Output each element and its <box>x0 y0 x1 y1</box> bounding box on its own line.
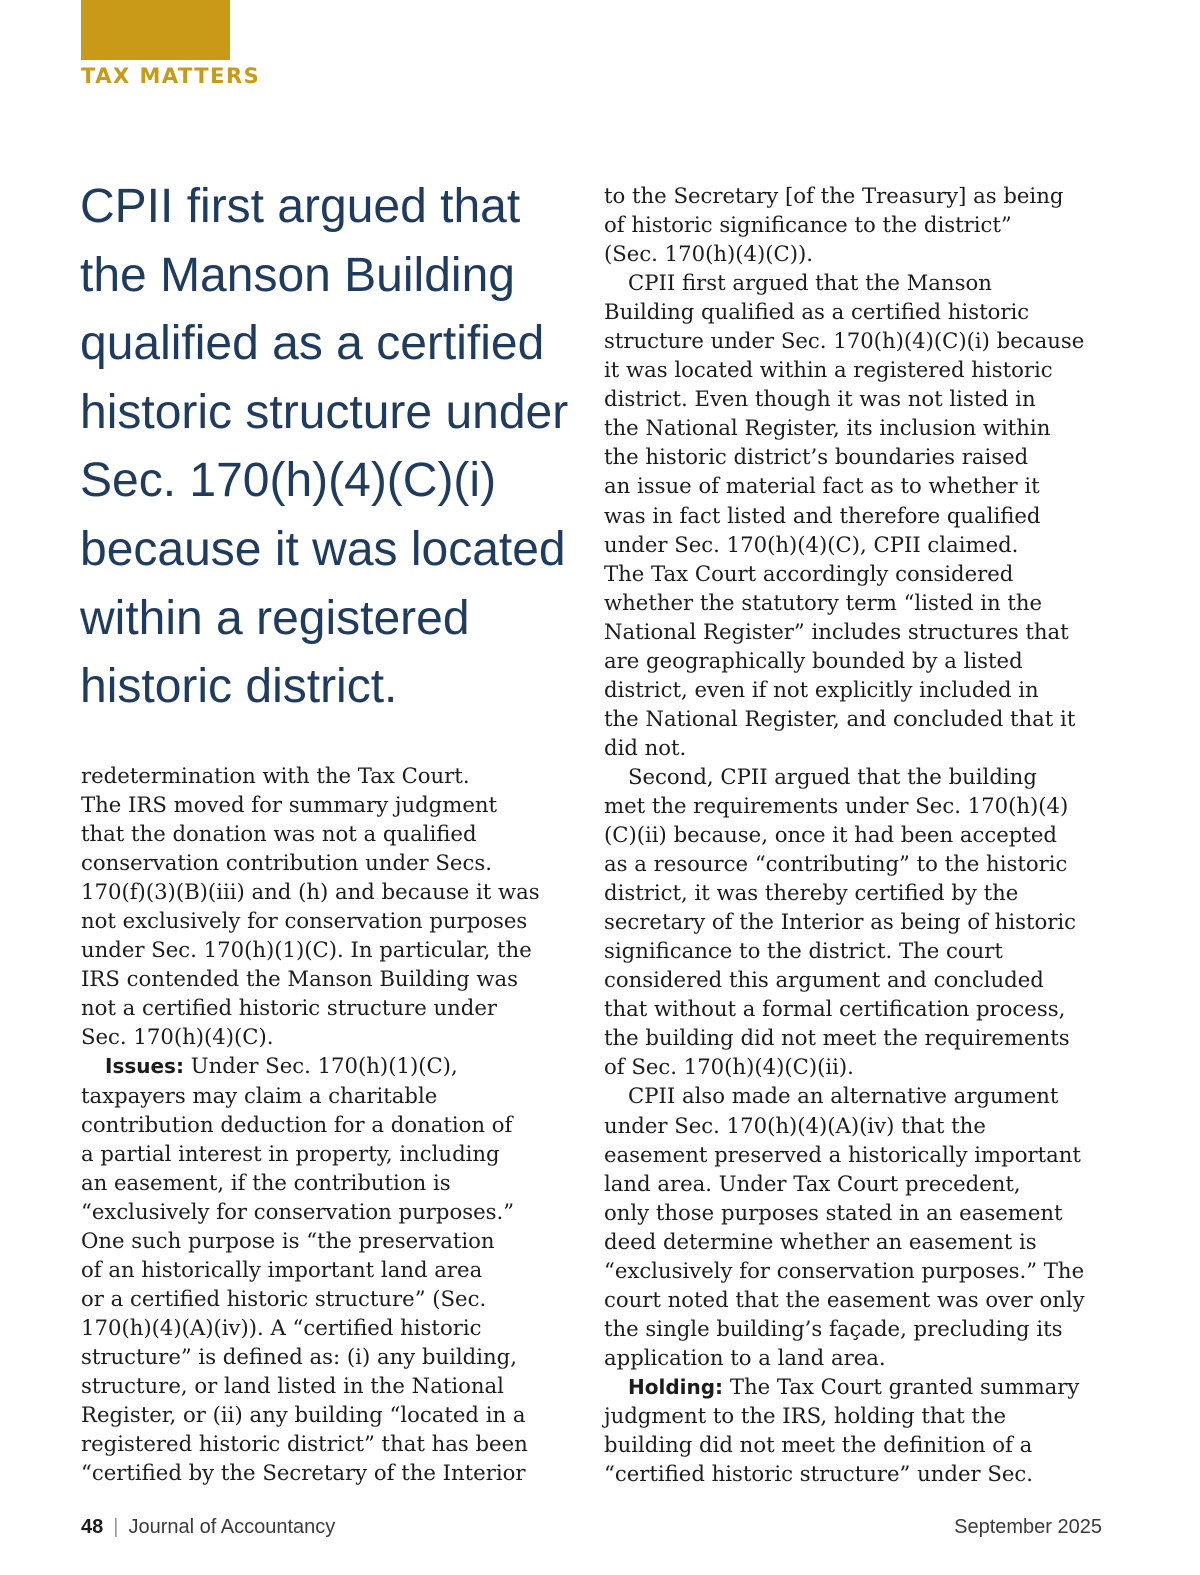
body-line: Building qualified as a certified historic <box>604 299 1030 325</box>
body-line: judgment to the IRS, holding that the <box>604 1402 1007 1428</box>
body-line: the National Register, its inclusion within <box>604 415 1051 441</box>
section-label: TAX MATTERS <box>81 64 261 88</box>
pull-quote-line: because it was located <box>80 522 566 576</box>
body-line: significance to the district. The court <box>604 938 1003 964</box>
holding-heading: Holding: <box>628 1374 724 1399</box>
pull-quote-line: historic district. <box>80 660 398 714</box>
body-line: an easement, if the contribution is <box>81 1169 451 1195</box>
issues-paragraph-first-line <box>81 1051 571 1080</box>
body-line: The IRS moved for summary judgment <box>81 792 498 818</box>
body-line: or a certified historic structure” (Sec. <box>81 1285 487 1311</box>
body-line: an issue of material fact as to whether it <box>604 473 1040 499</box>
body-line: only those purposes stated in an easement <box>604 1199 1063 1225</box>
body-line: considered this argument and concluded <box>604 967 1044 993</box>
body-line: building did not meet the definition of a <box>604 1432 1033 1458</box>
body-line: under Sec. 170(h)(1)(C). In particular, the <box>81 937 532 963</box>
footer-separator: | <box>113 1516 119 1538</box>
pull-quote-line: the Manson Building <box>80 248 515 302</box>
body-line: taxpayers may claim a charitable <box>81 1082 438 1108</box>
body-line: CPII also made an alternative argument <box>628 1083 1059 1109</box>
body-line: did not. <box>604 734 687 760</box>
body-line: that the donation was not a qualified <box>81 821 477 847</box>
body-line: redetermination with the Tax Court. <box>81 763 470 788</box>
body-line: 170(h)(4)(A)(iv)). A “certified historic <box>81 1314 482 1340</box>
body-line: as a resource “contributing” to the historic <box>604 851 1068 877</box>
body-line: district, even if not explicitly included in <box>604 676 1039 702</box>
body-line: conservation contribution under Secs. <box>81 850 492 876</box>
publication-name: Journal of Accountancy <box>128 1516 336 1538</box>
pull-quote-line: CPII first argued that <box>80 180 521 233</box>
body-line: of historic significance to the district” <box>604 212 1012 238</box>
page-number: 48 <box>81 1516 104 1538</box>
body-line: the building did not meet the requirements <box>604 1025 1070 1051</box>
pull-quote-line: within a registered <box>80 591 470 645</box>
body-line: met the requirements under Sec. 170(h)(4) <box>604 792 1069 818</box>
body-line: district. Even though it was not listed in <box>604 386 1036 412</box>
body-line: of Sec. 170(h)(4)(C)(ii). <box>604 1054 854 1080</box>
body-line: “exclusively for conservation purposes.” <box>81 1198 515 1224</box>
body-line: the National Register, and concluded that it <box>604 705 1076 731</box>
body-line: whether the statutory term “listed in the <box>604 589 1043 615</box>
body-line: to the Secretary [of the Treasury] as being <box>604 183 1064 208</box>
body-line: 170(f)(3)(B)(iii) and (h) and because it was <box>81 879 540 905</box>
pull-quote-line: historic structure under <box>80 385 569 439</box>
body-line: Under Sec. 170(h)(1)(C), <box>190 1053 458 1079</box>
body-line: under Sec. 170(h)(4)(A)(iv) that the <box>604 1112 986 1138</box>
body-line: The Tax Court granted summary <box>729 1373 1080 1399</box>
body-line: district, it was thereby certified by the <box>604 880 1019 906</box>
body-line: contribution deduction for a donation of <box>81 1111 513 1137</box>
body-line: not exclusively for conservation purposes <box>81 908 528 934</box>
body-line: “exclusively for conservation purposes.” The <box>604 1257 1085 1283</box>
body-line: application to a land area. <box>604 1344 886 1370</box>
body-line: Second, CPII argued that the building <box>628 763 1037 789</box>
body-line: structure, or land listed in the National <box>81 1372 504 1398</box>
body-line: was in fact listed and therefore qualified <box>604 502 1041 528</box>
body-line: not a certified historic structure under <box>81 995 497 1021</box>
section-accent-bar <box>81 0 230 60</box>
body-line: deed determine whether an easement is <box>604 1228 1037 1254</box>
body-line: easement preserved a historically important <box>604 1141 1081 1167</box>
body-line: CPII first argued that the Manson <box>628 270 992 296</box>
body-line: of an historically important land area <box>81 1256 483 1282</box>
body-line: National Register” includes structures that <box>604 618 1069 644</box>
pull-quote-line: qualified as a certified <box>80 317 545 371</box>
body-line: registered historic district” that has been <box>81 1431 528 1457</box>
body-column-right <box>604 181 1114 1488</box>
body-line: a partial interest in property, including <box>81 1140 500 1166</box>
body-line: land area. Under Tax Court precedent, <box>604 1170 1021 1196</box>
body-line: the single building’s façade, precluding its <box>604 1315 1063 1341</box>
body-line: are geographically bounded by a listed <box>604 647 1023 673</box>
pull-quote-line: Sec. 170(h)(4)(C)(i) <box>80 454 497 508</box>
body-line: (Sec. 170(h)(4)(C)). <box>604 241 814 267</box>
body-line: IRS contended the Manson Building was <box>81 966 519 992</box>
holding-paragraph-first-line <box>604 1372 1114 1401</box>
body-line: the historic district’s boundaries raised <box>604 444 1029 470</box>
body-line: “certified historic structure” under Sec. <box>604 1461 1034 1487</box>
body-line: under Sec. 170(h)(4)(C), CPII claimed. <box>604 531 1019 557</box>
page-footer-left <box>81 1516 335 1539</box>
body-line: that without a formal certification process, <box>604 996 1066 1022</box>
body-line: structure under Sec. 170(h)(4)(C)(i) because <box>604 328 1085 354</box>
body-line: structure” is defined as: (i) any building, <box>81 1343 517 1369</box>
body-column-left <box>81 761 571 1487</box>
body-line: Register, or (ii) any building “located in a <box>81 1402 526 1428</box>
body-line: it was located within a registered historic <box>604 357 1053 383</box>
issue-date: September 2025 <box>954 1516 1102 1538</box>
issues-heading: Issues: <box>105 1054 184 1079</box>
body-line: The Tax Court accordingly considered <box>604 560 1014 586</box>
body-line: secretary of the Interior as being of historic <box>604 909 1077 935</box>
body-line: “certified by the Secretary of the Interior <box>81 1460 526 1486</box>
body-line: One such purpose is “the preservation <box>81 1227 495 1253</box>
body-line: Sec. 170(h)(4)(C). <box>81 1024 274 1050</box>
body-line: (C)(ii) because, once it had been accepted <box>604 822 1057 848</box>
pull-quote <box>80 173 580 722</box>
body-line: court noted that the easement was over only <box>604 1286 1085 1312</box>
